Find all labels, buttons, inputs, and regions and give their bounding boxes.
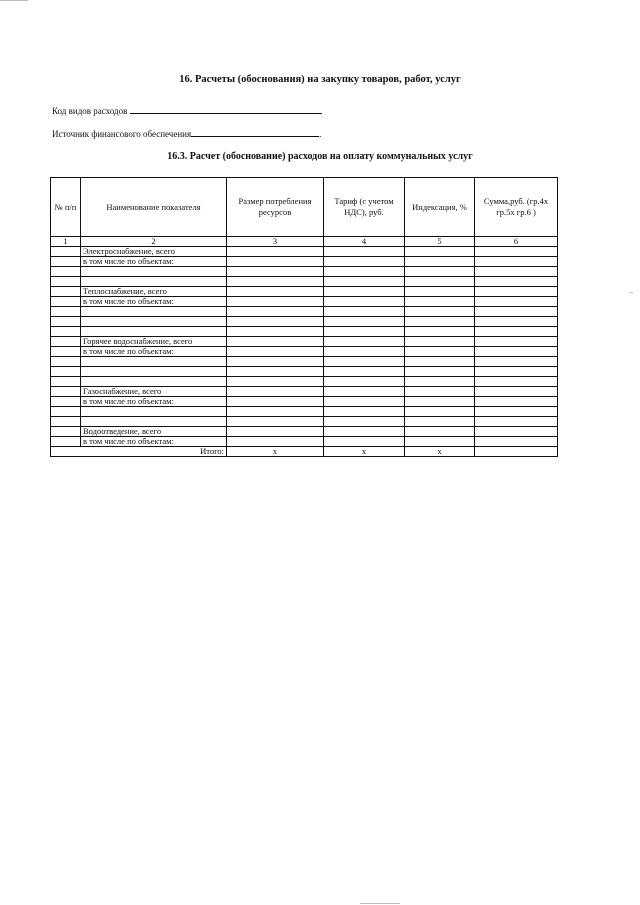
- table-cell[interactable]: [51, 337, 81, 347]
- table-cell[interactable]: [324, 377, 405, 387]
- table-cell[interactable]: [324, 257, 405, 267]
- total-mark: х: [227, 447, 324, 457]
- total-mark: х: [324, 447, 405, 457]
- table-row: [51, 357, 558, 367]
- indicator-name-cell: [81, 417, 227, 427]
- table-cell[interactable]: [405, 277, 475, 287]
- indicator-name-cell: [81, 367, 227, 377]
- table-row: [51, 317, 558, 327]
- table-cell[interactable]: [475, 327, 558, 337]
- table-row: [51, 417, 558, 427]
- table-row: [51, 297, 558, 307]
- expense-code-field: [52, 104, 322, 116]
- column-number: 6: [475, 237, 558, 247]
- table-row: [51, 387, 558, 397]
- table-cell[interactable]: [405, 257, 475, 267]
- table-cell[interactable]: [227, 247, 324, 257]
- indicator-name-cell: [81, 317, 227, 327]
- header-tariff: Тариф (с учетом НДС), руб.: [324, 178, 405, 237]
- table-cell[interactable]: [324, 437, 405, 447]
- table-cell[interactable]: [51, 327, 81, 337]
- funding-source-field: Источник финансового обеспечения .: [52, 129, 322, 139]
- table-cell[interactable]: [227, 317, 324, 327]
- table-cell[interactable]: [475, 247, 558, 257]
- table-row: [51, 267, 558, 277]
- table-cell[interactable]: [227, 267, 324, 277]
- table-row: [51, 247, 558, 257]
- table-cell[interactable]: [227, 357, 324, 367]
- table-row: [51, 367, 558, 377]
- table-cell[interactable]: [324, 367, 405, 377]
- table-cell[interactable]: [51, 307, 81, 317]
- table-cell[interactable]: [51, 267, 81, 277]
- total-sum-cell[interactable]: [475, 447, 558, 457]
- table-cell[interactable]: [227, 417, 324, 427]
- indicator-name-cell: в том числе по объектам:: [81, 347, 227, 357]
- table-cell[interactable]: [405, 437, 475, 447]
- table-row: [51, 277, 558, 287]
- table-cell[interactable]: [405, 307, 475, 317]
- table-cell[interactable]: [324, 317, 405, 327]
- table-cell[interactable]: [475, 267, 558, 277]
- table-row: [51, 407, 558, 417]
- table-cell[interactable]: [227, 297, 324, 307]
- table-cell[interactable]: [405, 407, 475, 417]
- table-cell[interactable]: [51, 417, 81, 427]
- table-cell[interactable]: [227, 407, 324, 417]
- table-cell[interactable]: [227, 337, 324, 347]
- table-cell[interactable]: [475, 337, 558, 347]
- table-cell[interactable]: [405, 357, 475, 367]
- table-cell[interactable]: [405, 327, 475, 337]
- table-cell[interactable]: [51, 347, 81, 357]
- table-cell[interactable]: [405, 317, 475, 327]
- total-label: Итого:: [51, 447, 227, 457]
- column-number: 3: [227, 237, 324, 247]
- indicator-name-cell: в том числе по объектам:: [81, 437, 227, 447]
- table-cell[interactable]: [324, 297, 405, 307]
- funding-source-blank[interactable]: [191, 127, 319, 137]
- table-cell[interactable]: [405, 247, 475, 257]
- table-cell[interactable]: [475, 277, 558, 287]
- table-cell[interactable]: [475, 427, 558, 437]
- indicator-name-cell: [81, 357, 227, 367]
- table-cell[interactable]: [405, 397, 475, 407]
- header-indicator-name: Наименование показателя: [81, 178, 227, 237]
- indicator-name-cell: в том числе по объектам:: [81, 257, 227, 267]
- table-cell[interactable]: [51, 377, 81, 387]
- table-cell[interactable]: [227, 377, 324, 387]
- table-cell[interactable]: [405, 377, 475, 387]
- table-cell[interactable]: [324, 267, 405, 277]
- table-cell[interactable]: [324, 357, 405, 367]
- header-number: № п/п: [51, 178, 81, 237]
- table-cell[interactable]: [475, 297, 558, 307]
- table-cell[interactable]: [324, 397, 405, 407]
- table-cell[interactable]: [405, 287, 475, 297]
- table-row: [51, 287, 558, 297]
- table-cell[interactable]: [324, 337, 405, 347]
- table-cell[interactable]: [324, 287, 405, 297]
- table-cell[interactable]: [405, 297, 475, 307]
- table-cell[interactable]: [475, 407, 558, 417]
- table-header-row: [51, 178, 558, 237]
- table-cell[interactable]: [227, 367, 324, 377]
- table-cell[interactable]: [324, 247, 405, 257]
- indicator-name-cell: в том числе по объектам:: [81, 297, 227, 307]
- indicator-name-cell: [81, 307, 227, 317]
- indicator-name-cell: [81, 407, 227, 417]
- scan-artifact: [0, 0, 28, 1]
- table-cell[interactable]: [227, 277, 324, 287]
- expense-code-label: Код видов расходов: [52, 106, 128, 116]
- table-row: [51, 337, 558, 347]
- table-cell[interactable]: [324, 347, 405, 357]
- table-row: [51, 307, 558, 317]
- indicator-name-cell: Теплоснабжение, всего: [81, 287, 227, 297]
- table-cell[interactable]: [475, 417, 558, 427]
- indicator-name-cell: [81, 267, 227, 277]
- table-cell[interactable]: [324, 407, 405, 417]
- table-cell[interactable]: [51, 407, 81, 417]
- table-cell[interactable]: [51, 317, 81, 327]
- table-cell[interactable]: [405, 387, 475, 397]
- table-cell[interactable]: [51, 427, 81, 437]
- indicator-name-cell: [81, 277, 227, 287]
- table-cell[interactable]: [475, 387, 558, 397]
- indicator-name-cell: Электроснабжение, всего: [81, 247, 227, 257]
- table-cell[interactable]: [227, 347, 324, 357]
- indicator-name-cell: [81, 327, 227, 337]
- table-cell[interactable]: [475, 367, 558, 377]
- table-row: [51, 347, 558, 357]
- column-number: 5: [405, 237, 475, 247]
- table-cell[interactable]: [51, 397, 81, 407]
- table-cell[interactable]: [475, 347, 558, 357]
- table-row: [51, 257, 558, 267]
- table-cell[interactable]: [405, 267, 475, 277]
- table-cell[interactable]: [51, 437, 81, 447]
- table-cell[interactable]: [475, 307, 558, 317]
- table-cell[interactable]: [324, 387, 405, 397]
- table-cell[interactable]: [51, 367, 81, 377]
- column-number: 1: [51, 237, 81, 247]
- table-cell[interactable]: [324, 417, 405, 427]
- indicator-name-cell: Горячее водоснабжение, всего: [81, 337, 227, 347]
- header-sum: Сумма,руб. (гр.4х гр.5х гр.6 ): [475, 178, 558, 237]
- table-cell[interactable]: [405, 427, 475, 437]
- table-cell[interactable]: [51, 257, 81, 267]
- table-cell[interactable]: [405, 417, 475, 427]
- table-cell[interactable]: [475, 377, 558, 387]
- table-cell[interactable]: [51, 247, 81, 257]
- table-cell[interactable]: [51, 277, 81, 287]
- total-row: [51, 447, 558, 457]
- scan-artifact: [630, 292, 633, 293]
- table-cell[interactable]: [405, 347, 475, 357]
- table-cell[interactable]: [405, 367, 475, 377]
- total-mark: х: [405, 447, 475, 457]
- table-cell[interactable]: [227, 257, 324, 267]
- column-number: 4: [324, 237, 405, 247]
- table-cell[interactable]: [51, 387, 81, 397]
- page-title: 16. Расчеты (обоснования) на закупку товаров, работ, услуг: [179, 74, 461, 85]
- indicator-name-cell: в том числе по объектам:: [81, 397, 227, 407]
- table-cell[interactable]: [475, 287, 558, 297]
- table-cell[interactable]: [227, 307, 324, 317]
- table-cell[interactable]: [227, 327, 324, 337]
- table-cell[interactable]: [227, 397, 324, 407]
- indicator-name-cell: [81, 377, 227, 387]
- section-title: 16.3. Расчет (обоснование) расходов на оплату коммунальных услуг: [167, 151, 473, 162]
- table-cell[interactable]: [324, 277, 405, 287]
- expense-code-blank[interactable]: [130, 104, 322, 114]
- table-row: [51, 327, 558, 337]
- scan-artifact: [360, 903, 400, 904]
- table-cell[interactable]: [324, 427, 405, 437]
- table-cell[interactable]: [51, 297, 81, 307]
- table-cell[interactable]: [227, 427, 324, 437]
- indicator-name-cell: Газоснабжение, всего: [81, 387, 227, 397]
- table-row: [51, 397, 558, 407]
- table-cell[interactable]: [475, 437, 558, 447]
- table-cell[interactable]: [51, 357, 81, 367]
- funding-source-label: Источник финансового обеспечения: [52, 129, 192, 139]
- table-cell[interactable]: [227, 287, 324, 297]
- table-cell[interactable]: [51, 287, 81, 297]
- utilities-calculation-table: [50, 177, 558, 457]
- table-cell[interactable]: [475, 257, 558, 267]
- column-numbers-row: [51, 237, 558, 247]
- indicator-name-cell: Водоотведение, всего: [81, 427, 227, 437]
- header-consumption: Размер потребления ресурсов: [227, 178, 324, 237]
- header-indexation: Индексация, %: [405, 178, 475, 237]
- table-cell[interactable]: [405, 337, 475, 347]
- table-cell[interactable]: [324, 307, 405, 317]
- table-row: [51, 437, 558, 447]
- table-row: [51, 427, 558, 437]
- column-number: 2: [81, 237, 227, 247]
- table-cell[interactable]: [475, 397, 558, 407]
- table-cell[interactable]: [227, 437, 324, 447]
- table-cell[interactable]: [324, 327, 405, 337]
- table-cell[interactable]: [227, 387, 324, 397]
- table-cell[interactable]: [475, 317, 558, 327]
- table-cell[interactable]: [475, 357, 558, 367]
- table-row: [51, 377, 558, 387]
